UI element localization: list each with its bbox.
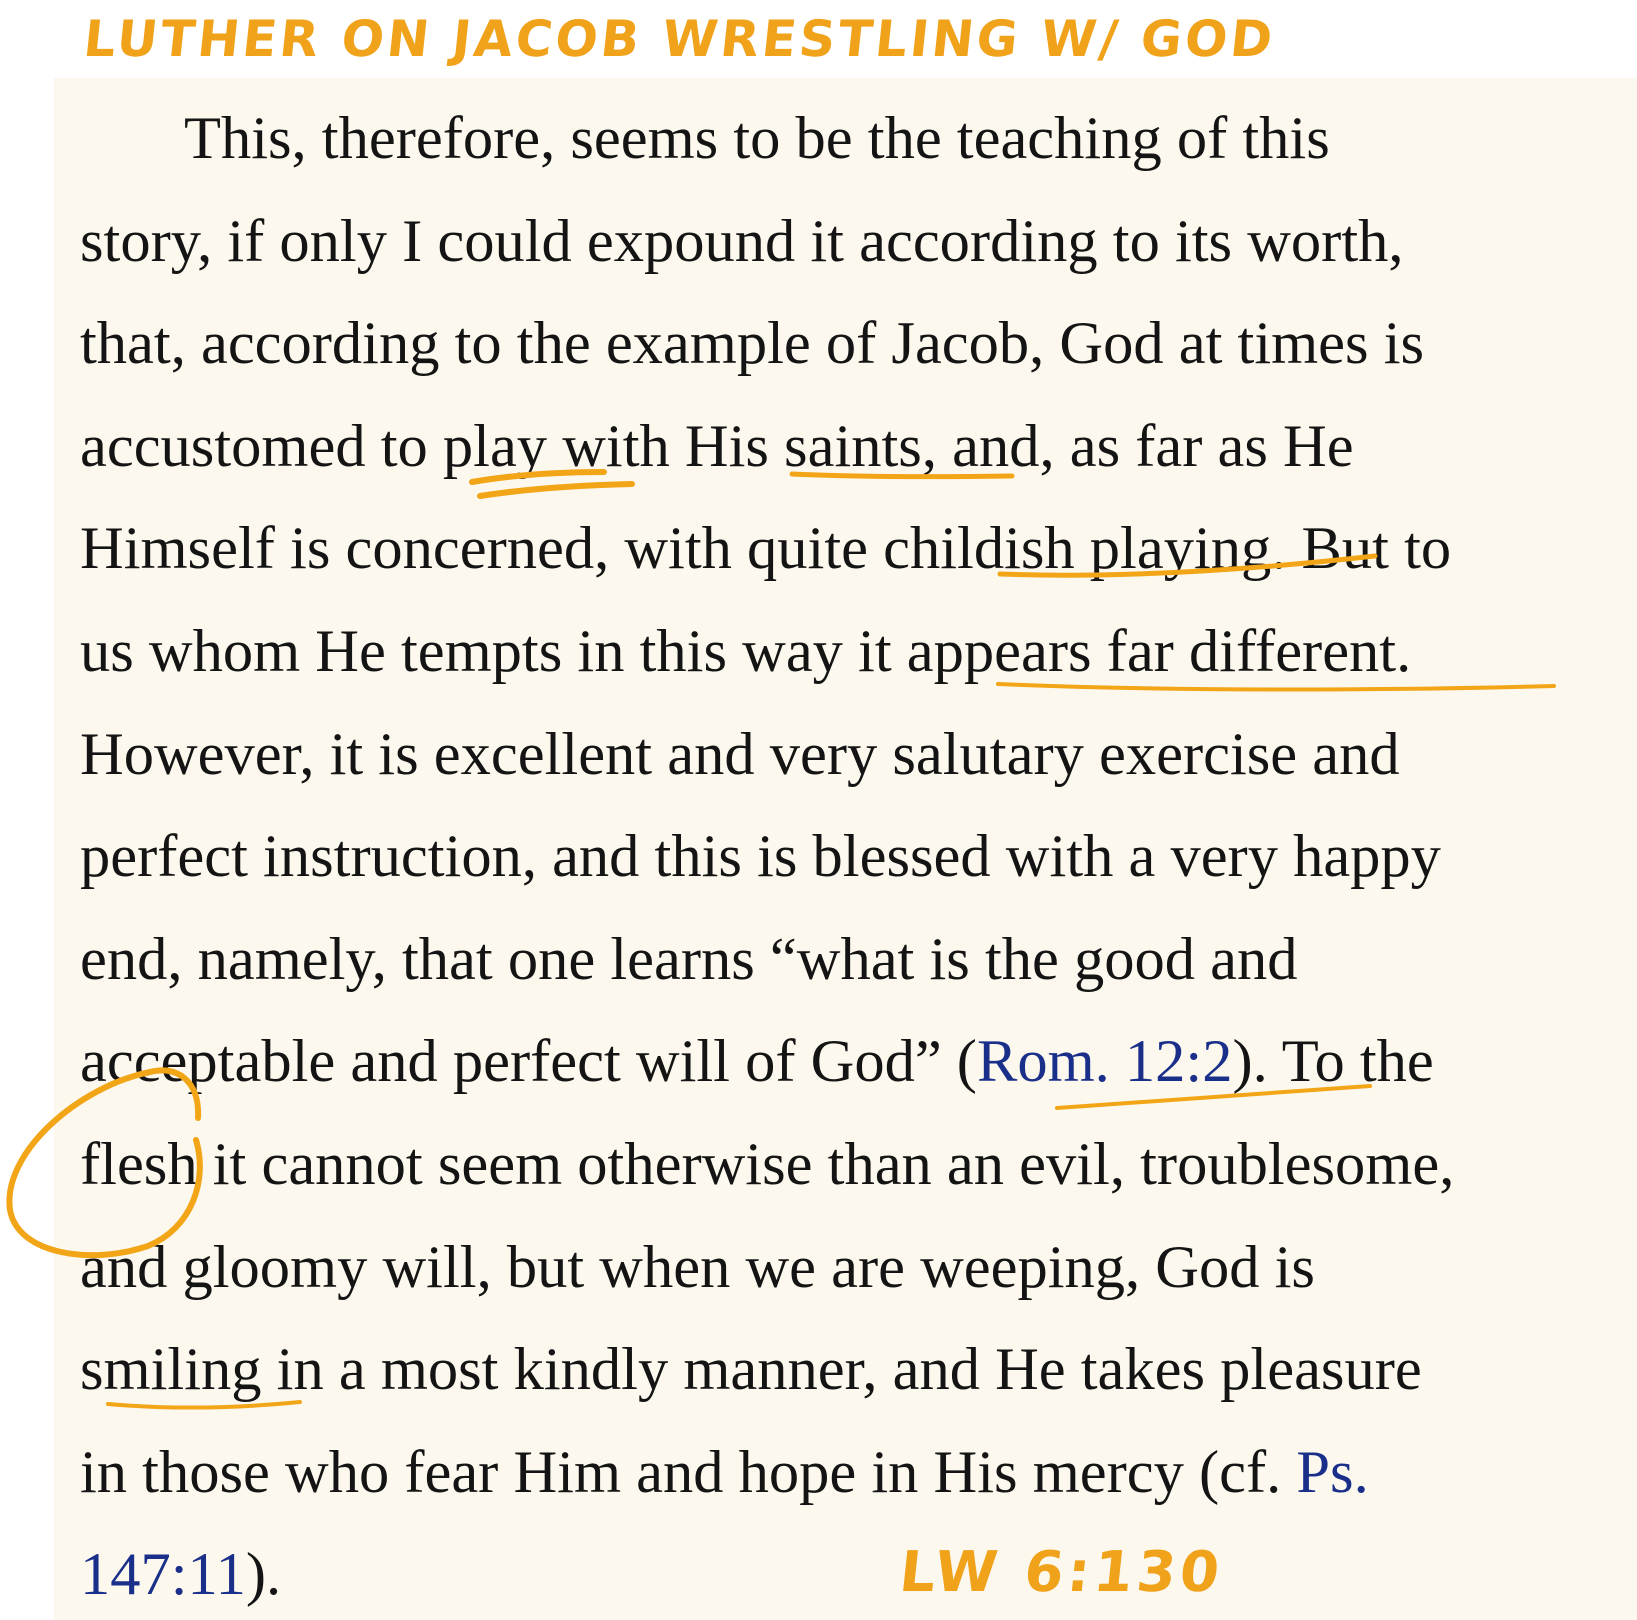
- passage-line-15: [80, 1524, 1620, 1620]
- passage-line-12: [80, 1217, 1620, 1320]
- passage-line-6: [80, 601, 1620, 704]
- passage-line-4-text: with: [547, 412, 685, 480]
- passage-line-14-text: in those who fear Him and hope in His mercy (cf.: [80, 1438, 1297, 1506]
- passage-line-1-text: This, therefore, seems to be the teaching of this: [184, 105, 1330, 172]
- passage-line-10: [80, 1011, 1620, 1114]
- passage-line-14: [80, 1422, 1620, 1525]
- passage-line-9: [80, 909, 1620, 1012]
- passage-line-6-text: .: [1396, 617, 1412, 685]
- passage-line-3-text: that, according to the example of Jacob, God at times is: [80, 310, 1425, 378]
- passage-line-10-text: ). To the: [1232, 1028, 1434, 1096]
- passage-line-4-text: accustomed to: [80, 412, 443, 480]
- scripture-link-ps-147-11-continued[interactable]: 147:11: [80, 1541, 246, 1609]
- underlined-phrase-appears-far-different: appears far different: [906, 617, 1397, 685]
- passage-line-11: [80, 1114, 1620, 1217]
- passage-line-5-text: Himself is concerned, with quite: [80, 515, 884, 583]
- passage-line-5: [80, 498, 1620, 601]
- passage-line-8: [80, 806, 1620, 909]
- underlined-phrase-childish-playing: childish playing: [883, 515, 1272, 583]
- scripture-link-ps-147-11[interactable]: Ps.: [1296, 1438, 1369, 1506]
- handwritten-citation-note: LW 6:130: [896, 1540, 1227, 1605]
- passage-line-9-text: end, namely, that one learns “what is the good and: [80, 925, 1298, 993]
- passage-page: [54, 78, 1637, 1620]
- passage-line-13: [80, 1319, 1620, 1422]
- underlined-phrase-his-saints: His saints: [684, 412, 922, 480]
- scripture-link-rom-12-2[interactable]: Rom. 12:2: [976, 1028, 1233, 1096]
- passage-line-7-text: However, it is excellent and very salutary exercise and: [80, 720, 1400, 788]
- passage-line-2: [80, 191, 1620, 294]
- passage-line-8-text: perfect instruction, and this is blessed with a very happy: [80, 823, 1441, 891]
- handwritten-title-note: LUTHER ON JACOB WRESTLING W/ GOD: [80, 10, 1279, 68]
- passage-line-2-text: story, if only I could expound it according to its worth,: [80, 207, 1404, 275]
- passage-line-7: [80, 704, 1620, 807]
- passage-line-12-text: and gloomy will, but when we are weeping, God is: [80, 1233, 1315, 1301]
- passage-line-15-text: ).: [245, 1541, 282, 1609]
- underlined-phrase-play: play: [442, 412, 548, 480]
- passage-line-10-text: acceptable and perfect will of God” (: [80, 1028, 977, 1096]
- passage-line-13-text: in a most kindly manner, and He takes pleasure: [261, 1336, 1422, 1404]
- circled-word-flesh: flesh: [80, 1130, 198, 1198]
- underlined-phrase-smiling: smiling: [80, 1336, 262, 1404]
- passage-line-11-text: it cannot seem otherwise than an evil, troublesome,: [197, 1130, 1455, 1198]
- passage-line-1: [80, 88, 1620, 191]
- passage-line-6-text: us whom He tempts in this way it: [80, 617, 907, 685]
- passage-line-4: [80, 396, 1620, 499]
- passage-line-5-text: . But to: [1271, 515, 1452, 583]
- passage-line-3: [80, 293, 1620, 396]
- passage-text: [80, 88, 1620, 1620]
- passage-line-4-text: , and, as far as He: [921, 412, 1354, 480]
